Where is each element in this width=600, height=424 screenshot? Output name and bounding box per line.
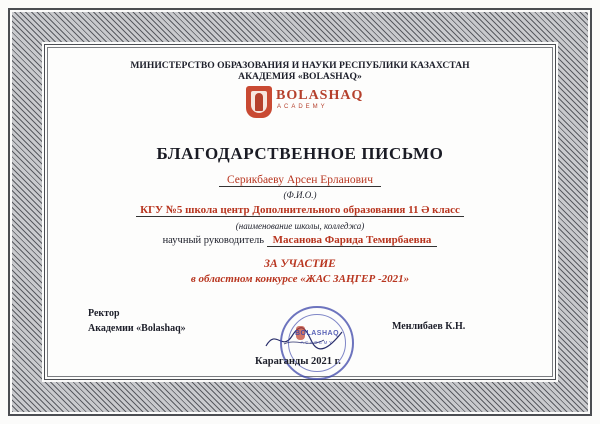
academy-logo (246, 86, 364, 120)
school-line (0, 204, 600, 216)
supervisor-line (0, 234, 600, 246)
ministry-line-2: АКАДЕМИЯ «BOLASHAQ» (238, 71, 362, 82)
rector-academy: Академии «Bolashaq» (88, 323, 186, 334)
logo-name: BOLASHAQ (276, 88, 364, 103)
stamp-sub: ACADEMY (300, 340, 334, 345)
rector-title: Ректор (88, 308, 120, 319)
logo-figure (255, 93, 263, 111)
award-line-2: в областном конкурсе «ЖАС ЗАҢГЕР -2021» (190, 273, 410, 285)
city-year: Караганды 2021 г. (255, 356, 341, 367)
ministry-line-1: МИНИСТЕРСТВО ОБРАЗОВАНИЯ И НАУКИ РЕСПУБЛИКИ КАЗАХСТАН (130, 60, 470, 71)
rector-block (88, 306, 186, 336)
official-stamp (280, 306, 354, 380)
recipient-name: Серикбаеву Арсен Ерланович (219, 174, 381, 187)
logo-sub: ACADEMY (277, 104, 328, 110)
supervisor-name: Масанова Фарида Темирбаевна (267, 234, 438, 247)
school-name: КГУ №5 школа центр Дополнительного образования 11 Ә класс (136, 204, 464, 217)
supervisor-label: научный руководитель (162, 235, 265, 246)
page-title: БЛАГОДАРСТВЕННОЕ ПИСЬМО (156, 144, 444, 163)
award-line-1: ЗА УЧАСТИЕ (264, 258, 336, 270)
school-note: (наименование школы, колледжа) (235, 221, 365, 231)
recipient-name-note: (Ф.И.О.) (283, 190, 317, 200)
signer-name: Менлибаев К.Н. (392, 321, 466, 332)
recipient-name-line (0, 174, 600, 186)
stamp-name: BOLASHAQ (294, 330, 340, 337)
